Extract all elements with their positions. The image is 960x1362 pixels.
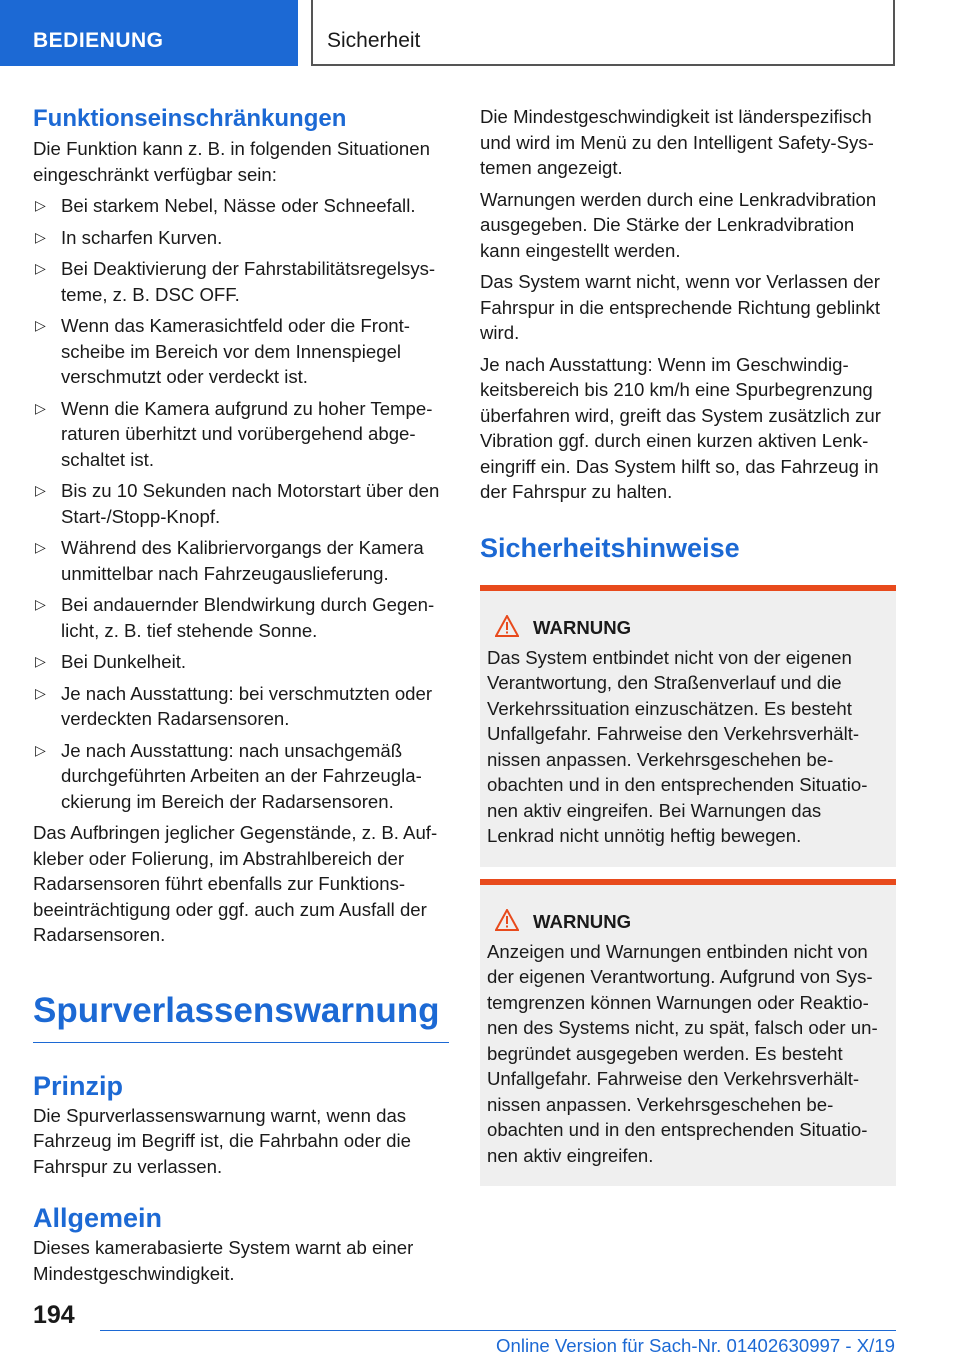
warning-header: [487, 909, 888, 935]
bullet-triangle-icon: ▷: [35, 228, 46, 245]
warning-text: Anzeigen und Warnungen entbinden nicht von der eigenen Verantwortung. Aufgrund von Systemgrenzen können Warnungen oder Reaktionen des Systems nicht, zu spät, falsch oder unbegründet ausgegeben werden. Es besteht Unfallgefahr. Fahrweise den Verkehrsverhältnissen anpassen. Verkehrsgeschehen beobachten und in den entsprechenden Situationen aktiv eingreifen.: [487, 940, 878, 1166]
limitation-text: Bis zu 10 Sekunden nach Motorstart über den Start-/Stopp-Knopf.: [61, 480, 440, 527]
limitation-item: [33, 535, 449, 586]
limitation-item: [33, 396, 449, 473]
bullet-triangle-icon: ▷: [35, 260, 46, 276]
limitation-item: [33, 225, 449, 251]
warning-triangle-icon: [495, 909, 525, 935]
chapter-title: Sicherheit: [311, 0, 895, 66]
limitation-text: Wenn die Kamera aufgrund zu hoher Temperaturen überhitzt und vorübergehend abgeschaltet ist.: [61, 397, 433, 470]
principle-text: Die Spurverlassenswarnung warnt, wenn das Fahrzeug im Begriff ist, die Fahrbahn oder die Fahrspur zu verlassen.: [33, 1104, 411, 1177]
min-speed-text: Die Mindestgeschwindigkeit ist länderspezifisch und wird im Menü zu den Intelligent Safety-Systemen angezeigt.: [480, 106, 874, 178]
limitation-item: [33, 313, 449, 390]
bullet-triangle-icon: ▷: [35, 653, 46, 669]
bullet-triangle-icon: ▷: [35, 317, 46, 333]
heading-principle: Prinzip: [33, 1070, 124, 1101]
indicator-text: Das System warnt nicht, wenn vor Verlassen der Fahrspur in die entsprechende Richtung geblinkt wird.: [480, 271, 881, 343]
page-number: 194: [33, 1301, 75, 1329]
limitations-list: [33, 193, 449, 814]
vibration-text: Warnungen werden durch eine Lenkradvibration ausgegeben. Die Stärke der Lenkradvibration kann eingestellt werden.: [480, 188, 877, 261]
bullet-triangle-icon: ▷: [35, 741, 46, 758]
warning-text: Das System entbindet nicht von der eigenen Verantwortung, den Straßenverlauf und die Verkehrssituation einzuschätzen. Es besteht Unfallgefahr. Fahrweise den Verkehrsverhältnissen anpassen. Verkehrsgeschehen beobachten und in den entsprechenden Situationen aktiv eingreifen. Bei Warnungen das Lenkrad nicht unnötig heftig bewegen.: [487, 646, 868, 846]
heading-limitations: Funktionseinschränkungen: [33, 105, 347, 132]
right-column: [480, 104, 896, 1186]
limitation-text: Bei starkem Nebel, Nässe oder Schneefall.: [61, 195, 416, 216]
warning-box-2: [480, 879, 896, 1187]
left-column: [33, 104, 449, 1292]
limitation-item: [33, 193, 449, 219]
bullet-triangle-icon: ▷: [35, 197, 46, 213]
limitation-text: Bei andauernder Blendwirkung durch Gegenlicht, z. B. tief stehende Sonne.: [61, 594, 435, 641]
footer-version: Online Version für Sach-Nr. 01402630997 - X/19: [496, 1335, 895, 1356]
limitations-outro: Das Aufbringen jeglicher Gegenstände, z. B. Aufkleber oder Folierung, im Abstrahlbereich der Radarsensoren führt ebenfalls zur Funktionsbeeinträchtigung oder ggf. auch zum Ausfall der Radarsensoren.: [33, 822, 438, 945]
limitation-text: Bei Deaktivierung der Fahrstabilitätsregelsysteme, z. B. DSC OFF.: [61, 258, 436, 305]
bullet-triangle-icon: ▷: [35, 539, 46, 555]
heading-safety-notes: Sicherheitshinweise: [480, 532, 740, 563]
limitation-item: [33, 478, 449, 529]
limitation-text: Wenn das Kamerasichtfeld oder die Frontscheibe im Bereich vor dem Innenspiegel verschmutzt oder verdeckt ist.: [61, 315, 410, 387]
limitation-text: Je nach Ausstattung: nach unsachgemäß durchgeführten Arbeiten an der Fahrzeuglackierung im Bereich der Radarsensoren.: [61, 739, 422, 812]
warning-box-1: [480, 585, 896, 867]
limitations-intro: Die Funktion kann z. B. in folgenden Situationen eingeschränkt verfügbar sein:: [33, 138, 430, 185]
page-header: [0, 0, 960, 66]
limitation-text: Bei Dunkelheit.: [61, 651, 187, 672]
limitation-item: [33, 649, 449, 675]
heading-lane-departure-warning: Spurverlassenswarnung: [33, 990, 449, 1043]
limitation-item: [33, 592, 449, 643]
limitation-item: [33, 256, 449, 307]
section-tab: BEDIENUNG: [0, 0, 298, 66]
limitation-item: [33, 738, 449, 815]
limitation-text: Während des Kalibriervorgangs der Kamera unmittelbar nach Fahrzeugauslieferung.: [61, 537, 424, 584]
warning-label: WARNUNG: [533, 616, 632, 638]
warning-triangle-icon: [495, 615, 525, 641]
warning-header: [487, 615, 888, 641]
heading-general: Allgemein: [33, 1203, 163, 1233]
bullet-triangle-icon: ▷: [35, 482, 46, 498]
bullet-triangle-icon: ▷: [35, 684, 46, 701]
limitation-text: In scharfen Kurven.: [61, 226, 223, 248]
steering-intervention-text: Je nach Ausstattung: Wenn im Geschwindigkeitsbereich bis 210 km/h eine Spurbegrenzung überfahren wird, greift das System zusätzlich zur Vibration ggf. durch einen kurzen aktiven Lenkeingriff ein. Das System hilft so, das Fahrzeug in der Fahrspur zu halten.: [480, 353, 881, 502]
bullet-triangle-icon: ▷: [35, 596, 46, 612]
limitation-text: Je nach Ausstattung: bei verschmutzten oder verdeckten Radarsensoren.: [61, 682, 433, 729]
general-text: Dieses kamerabasierte System warnt ab einer Mindestgeschwindigkeit.: [33, 1237, 414, 1284]
warning-label: WARNUNG: [533, 910, 632, 932]
limitation-item: [33, 681, 449, 732]
bullet-triangle-icon: ▷: [35, 399, 46, 416]
footer-divider: [100, 1330, 896, 1331]
